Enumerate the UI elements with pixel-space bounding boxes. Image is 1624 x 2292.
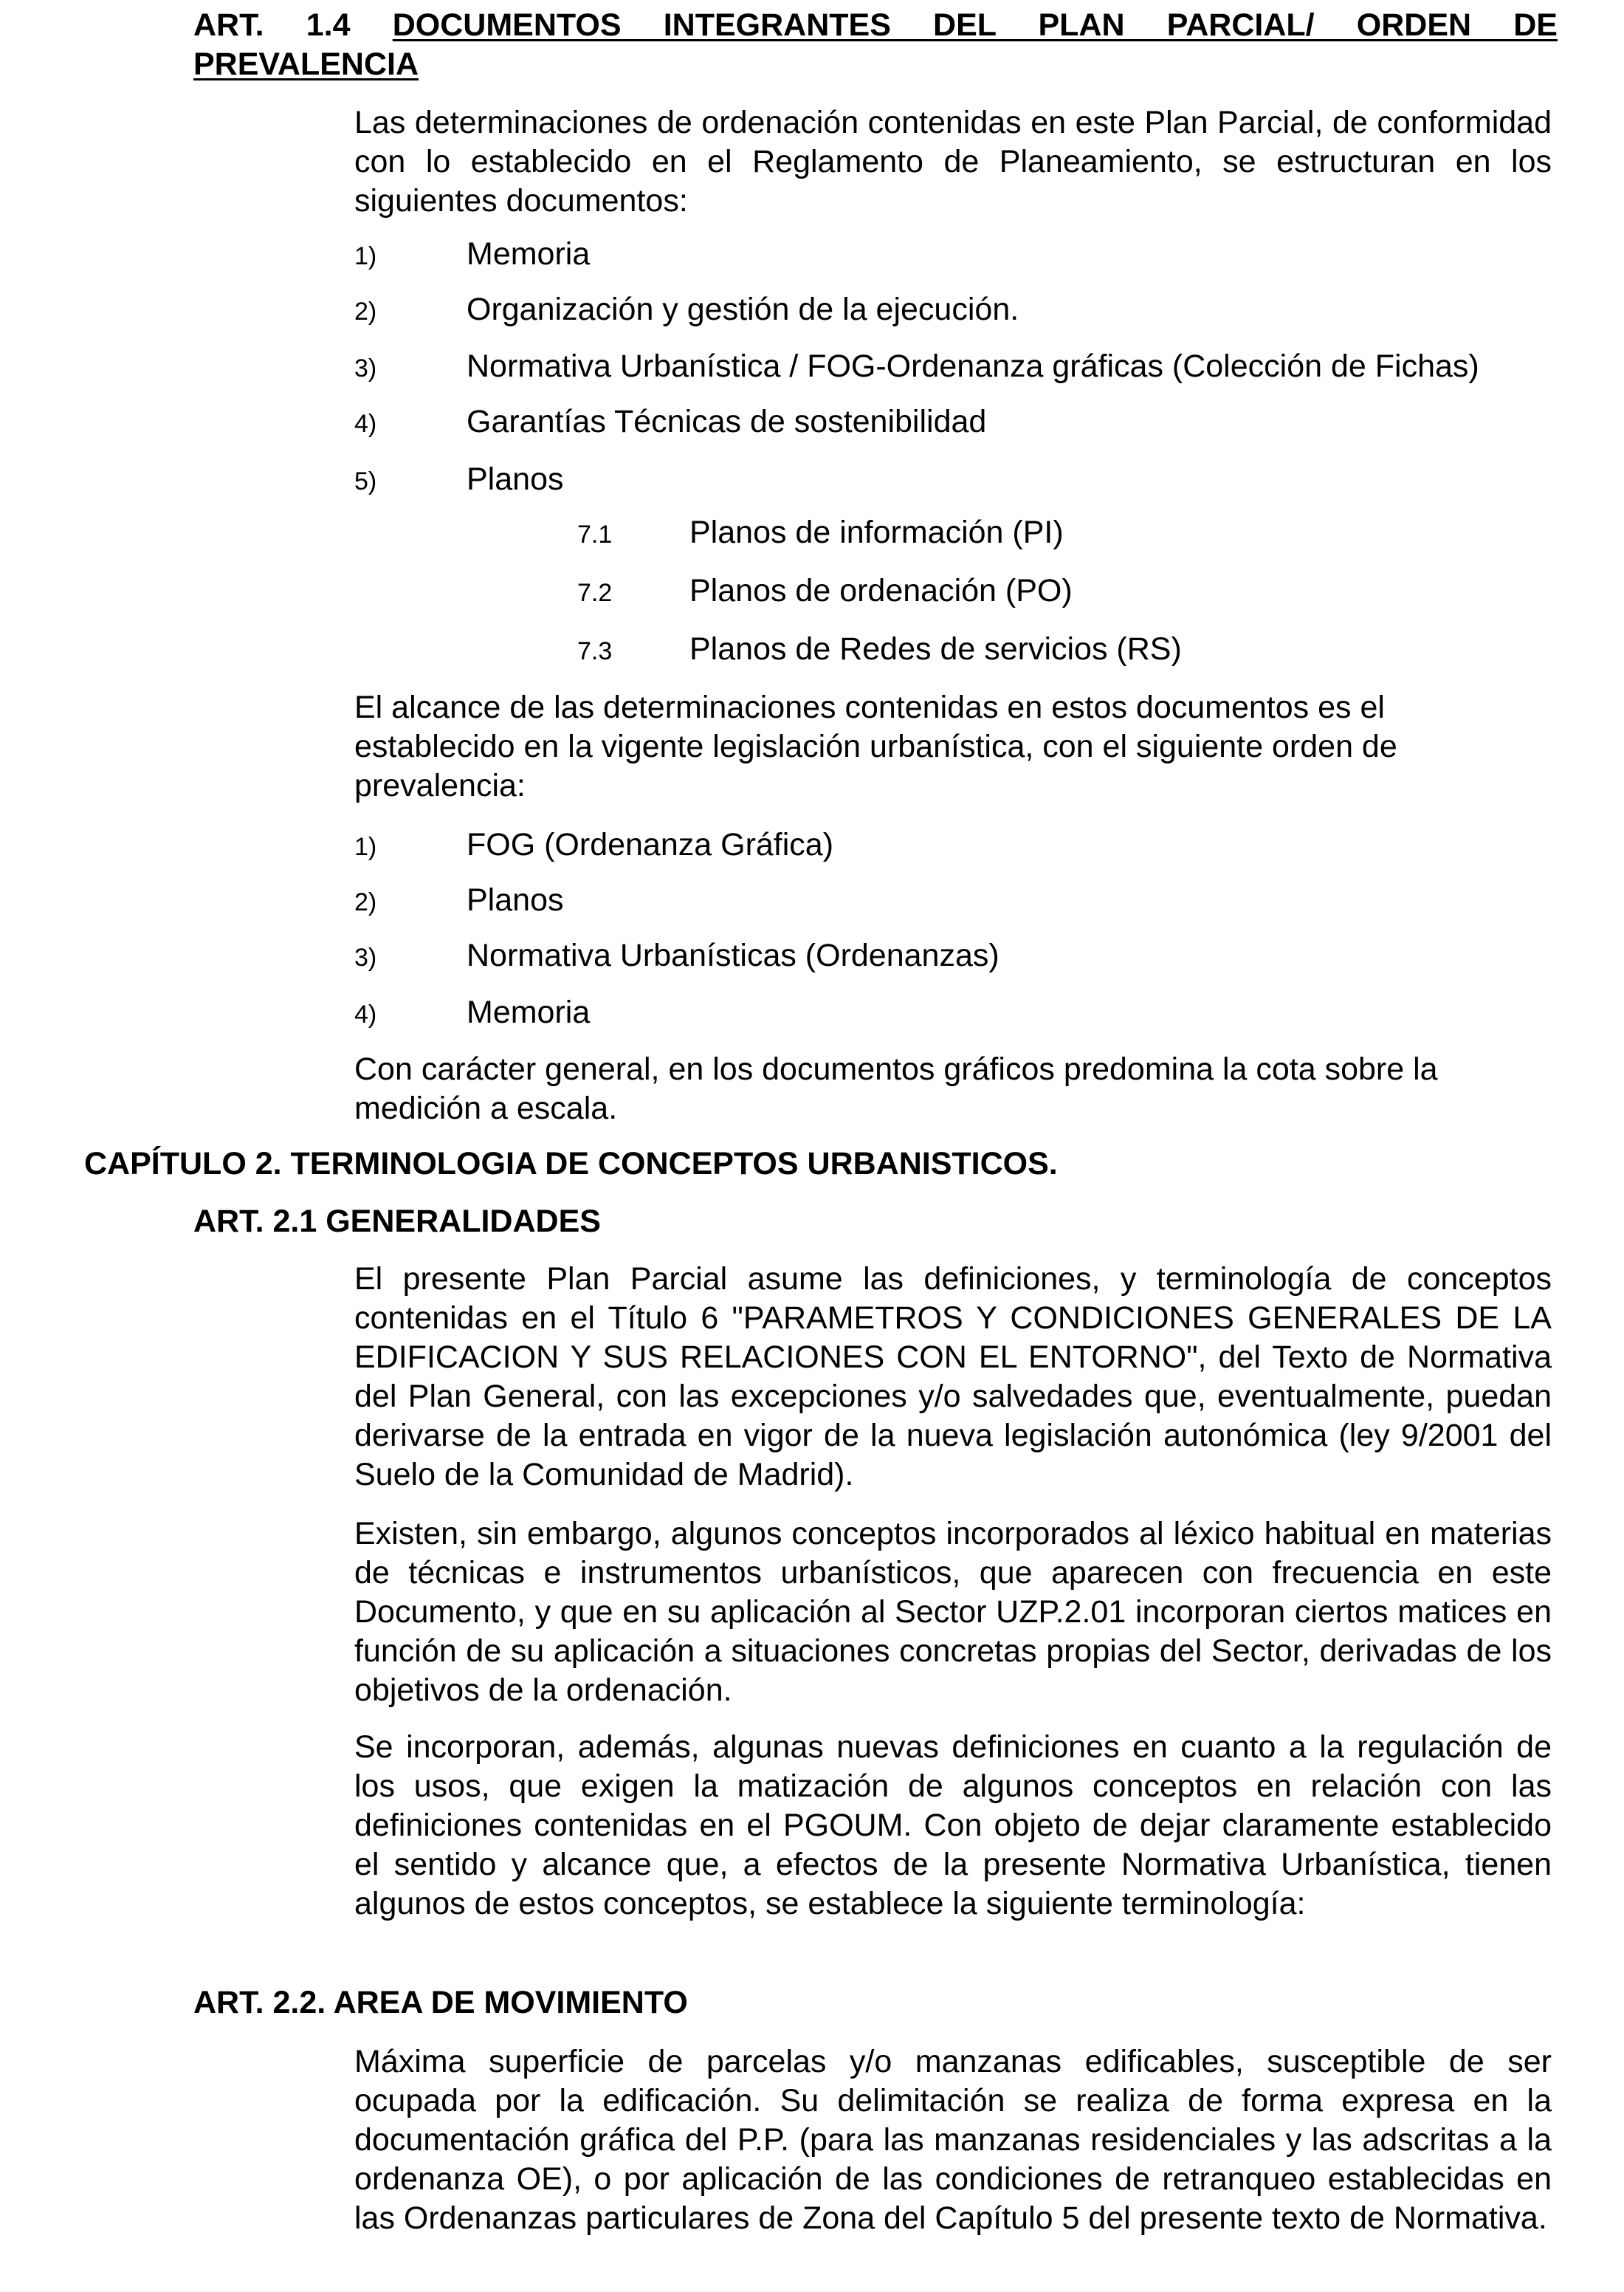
art-1-4-heading	[193, 6, 1558, 84]
list-label: Memoria	[467, 995, 591, 1030]
list-number: 4)	[354, 1001, 377, 1029]
art-2-1-paragraph-2: Existen, sin embargo, algunos conceptos incorporados al léxico habitual en materias de técnicas e instrumentos urbanísticos, que aparecen con frecuencia en este Documento, y que en su aplicación al Sector UZP.2.01 incorporan ciertos matices en función de su aplicación a situaciones concretas propias del Sector, derivadas de los objetivos de la ordenación.	[354, 1516, 1552, 1708]
list-label: Planos	[467, 882, 564, 918]
list-label: Garantías Técnicas de sostenibilidad	[467, 404, 987, 439]
sub-list-number: 7.1	[577, 521, 613, 549]
list-number: 3)	[354, 354, 377, 382]
art-1-4-title-line2: PREVALENCIA	[193, 47, 419, 82]
list-label: Normativa Urbanísticas (Ordenanzas)	[467, 938, 999, 973]
list-number: 1)	[354, 833, 377, 861]
art-1-4-closing: Con carácter general, en los documentos gráficos predomina la cota sobre la medición a escala.	[354, 1051, 1438, 1126]
list-label: Memoria	[467, 236, 591, 272]
list-label: FOG (Ordenanza Gráfica)	[467, 827, 834, 862]
sub-list-label: Planos de Redes de servicios (RS)	[689, 631, 1182, 667]
sub-list-number: 7.2	[577, 579, 613, 607]
list-number: 2)	[354, 888, 377, 916]
art-2-1-paragraph-3: Se incorporan, además, algunas nuevas definiciones en cuanto a la regulación de los usos, que exigen la matización de algunos conceptos en relación con las definiciones contenidas en el PGOUM. Con objeto de dejar claramente establecido el sentido y alcance que, a efectos de la presente Normativa Urbanística, tienen algunos de estos conceptos, se establece la siguiente terminología:	[354, 1729, 1552, 1921]
list-number: 4)	[354, 410, 377, 438]
art-2-1-paragraph-1: El presente Plan Parcial asume las definiciones, y terminología de conceptos contenidas en el Título 6 "PARAMETROS Y CONDICIONES GENERALES DE LA EDIFICACION Y SUS RELACIONES CON EL ENTORNO", del Texto de Normativa del Plan General, con las excepciones y/o salvedades que, eventualmente, puedan derivarse de la entrada en vigor de la nueva legislación autonómica (ley 9/2001 del Suelo de la Comunidad de Madrid).	[354, 1261, 1552, 1492]
list-number: 2)	[354, 298, 377, 326]
list-label: Organización y gestión de la ejecución.	[467, 292, 1019, 327]
art-2-2-heading: ART. 2.2. AREA DE MOVIMIENTO	[193, 1985, 688, 2020]
art-1-4-intro: Las determinaciones de ordenación contenidas en este Plan Parcial, de conformidad con lo establecido en el Reglamento de Planeamiento, se estructuran en los siguientes documentos:	[354, 105, 1552, 219]
art-2-2-paragraph-1: Máxima superficie de parcelas y/o manzanas edificables, susceptible de ser ocupada por la edificación. Su delimitación se realiza de forma expresa en la documentación gráfica del P.P. (para las manzanas residenciales y las adscritas a la ordenanza OE), o por aplicación de las condiciones de retranqueo establecidas en las Ordenanzas particulares de Zona del Capítulo 5 del presente texto de Normativa.	[354, 2044, 1552, 2236]
list-label: Planos	[467, 462, 564, 497]
art-1-4-title-line1: DOCUMENTOS INTEGRANTES DEL PLAN PARCIAL/ ORDEN DE	[392, 7, 1558, 43]
list-number: 3)	[354, 944, 377, 972]
list-number: 1)	[354, 242, 377, 270]
list-number: 5)	[354, 467, 377, 495]
sub-list-number: 7.3	[577, 637, 613, 665]
art-2-1-heading: ART. 2.1 GENERALIDADES	[193, 1204, 601, 1239]
sub-list-label: Planos de información (PI)	[689, 515, 1064, 550]
chapter-2-title: CAPÍTULO 2. TERMINOLOGIA DE CONCEPTOS URBANISTICOS.	[84, 1146, 1058, 1181]
list-label: Normativa Urbanística / FOG-Ordenanza gráficas (Colección de Fichas)	[467, 349, 1479, 384]
art-1-4-alcance: El alcance de las determinaciones contenidas en estos documentos es el establecido en la vigente legislación urbanística, con el siguiente orden de prevalencia:	[354, 690, 1397, 803]
sub-list-label: Planos de ordenación (PO)	[689, 573, 1073, 608]
art-1-4-prefix: ART. 1.4	[193, 7, 393, 43]
